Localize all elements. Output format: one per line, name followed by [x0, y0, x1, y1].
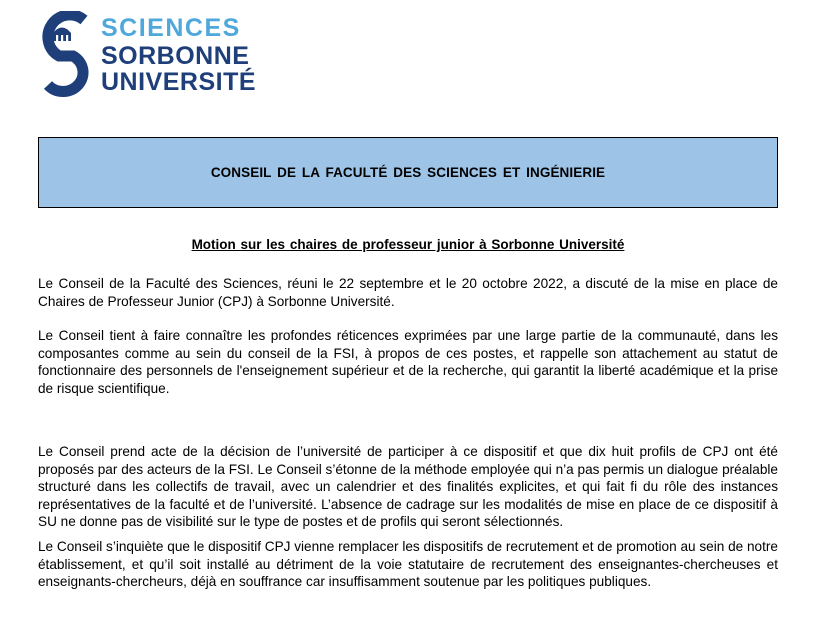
paragraph-1: Le Conseil de la Faculté des Sciences, réuni le 22 septembre et le 20 octobre 2022, a discuté de la mise en place de Chaires de Professeur Junior (CPJ) à Sorbonne Université.: [38, 276, 778, 309]
paragraph-3: Le Conseil prend acte de la décision de l’université de participer à ce dispositif et que dix huit profils de CPJ ont été proposés par des acteurs de la FSI. Le Conseil s’étonne de la méthode employée qui n’a pas permis un dialogue préalable structuré dans les collectifs de travail, avec un calendrier et des finalités explicites, et qui fait fi du rôle des instances représentatives de la faculté et de l’université. L’absence de cadrage sur les modalités de mise en place de ce dispositif à SU ne donne pas de visibilité sur le type de postes et de profils qui seront sélectionnés.: [38, 444, 778, 529]
logo-text-sciences: SCIENCES: [101, 14, 241, 42]
council-header-box: [38, 137, 778, 208]
paragraph-4: Le Conseil s’inquiète que le dispositif CPJ vienne remplacer les dispositifs de recrutement et de promotion au sein de notre établissement, et qu’il soit installé au détriment de la voie statutaire de recrutement des enseignantes-chercheuses et enseignants-chercheurs, déjà en souffrance car insuffisamment soutenue par les politiques publiques.: [38, 539, 778, 589]
logo-text-sorbonne: SORBONNE: [101, 42, 250, 70]
sorbonne-s-emblem-icon: [37, 11, 95, 97]
logo-text-universite: UNIVERSITÉ: [101, 68, 257, 96]
paragraph-2: Le Conseil tient à faire connaître les profondes réticences exprimées par une large partie de la communauté, dans les composantes comme au sein du conseil de la FSI, à propos de ces postes, et rappelle son attachement au statut de fonctionnaire des personnels de l'enseignement supérieur et de la recherche, qui garantit la liberté académique et la prise de risque scientifique.: [38, 328, 778, 396]
sorbonne-logo: [37, 11, 257, 101]
council-title: CONSEIL DE LA FACULTÉ DES SCIENCES ET INGÉNIERIE: [210, 165, 606, 180]
motion-title: Motion sur les chaires de professeur junior à Sorbonne Université: [191, 237, 625, 252]
